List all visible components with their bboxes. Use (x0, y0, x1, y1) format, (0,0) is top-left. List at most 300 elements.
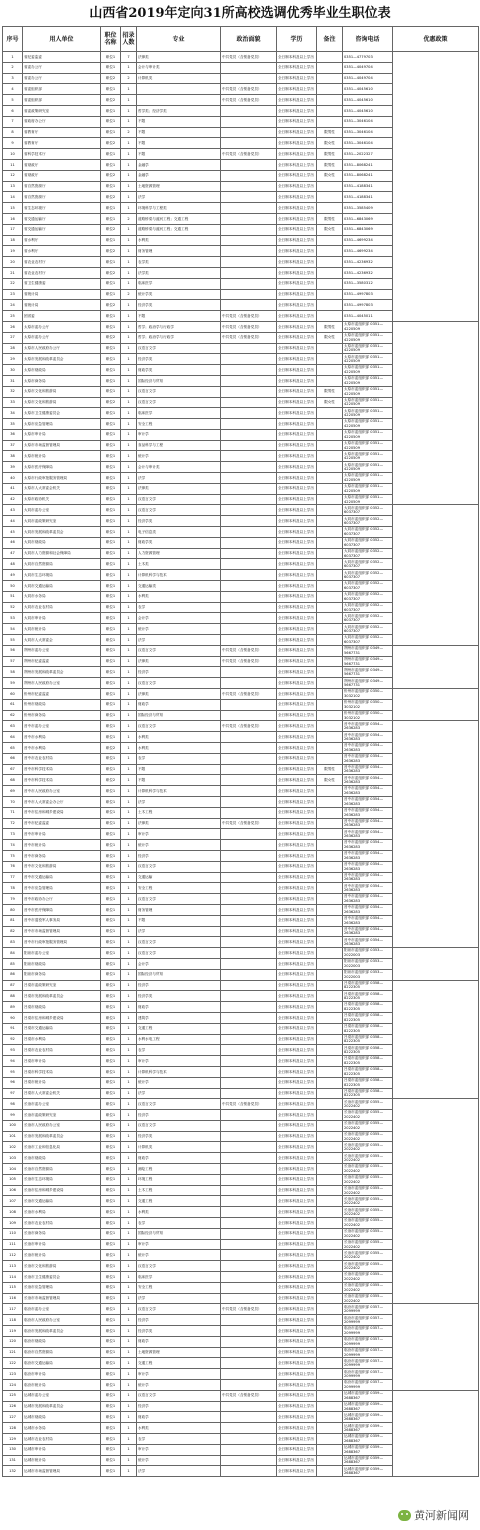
cell-education: 全日制本科及以上学历 (277, 257, 317, 268)
cell-position: 职位1 (101, 1347, 121, 1358)
cell-education: 全日制本科及以上学历 (277, 343, 317, 354)
cell-remarks (317, 181, 343, 192)
cell-major: 经济学类 (137, 1326, 221, 1337)
cell-major: 水利类 (137, 743, 221, 754)
cell-major: 财政学类 (137, 365, 221, 376)
cell-employer: 运城市发展和改革委员会 (23, 1401, 101, 1412)
cell-index: 53 (3, 613, 23, 624)
cell-quota: 1 (121, 1218, 137, 1229)
cell-political-status: 中共党员（含预备党员） (221, 645, 277, 656)
cell-phone: 长治市委组织部 0355—2022402 (343, 1239, 393, 1250)
cell-index: 66 (3, 753, 23, 764)
positions-table (2, 26, 479, 1477)
cell-quota: 1 (121, 343, 137, 354)
cell-major: 汉语言文学 (137, 861, 221, 872)
cell-remarks (317, 311, 343, 322)
cell-index: 75 (3, 850, 23, 861)
cell-index: 59 (3, 678, 23, 689)
cell-quota: 1 (121, 602, 137, 613)
cell-major: 汉语言文学 (137, 505, 221, 516)
cell-employer: 大同市发展和改革委员会 (23, 527, 101, 538)
cell-education: 全日制本科及以上学历 (277, 149, 317, 160)
cell-index: 97 (3, 1088, 23, 1099)
cell-political-status (221, 473, 277, 484)
cell-major: 交通工程 (137, 1358, 221, 1369)
cell-quota: 1 (121, 311, 137, 322)
cell-remarks (317, 203, 343, 214)
cell-political-status (221, 213, 277, 224)
cell-political-status (221, 1077, 277, 1088)
cell-quota: 1 (121, 192, 137, 203)
cell-political-status (221, 181, 277, 192)
cell-employer: 省教育厅 (23, 138, 101, 149)
cell-index: 81 (3, 915, 23, 926)
cell-education: 全日制本科及以上学历 (277, 289, 317, 300)
cell-political-status (221, 1261, 277, 1272)
cell-position: 职位2 (101, 73, 121, 84)
cell-political-status (221, 1282, 277, 1293)
cell-remarks (317, 570, 343, 581)
cell-political-status (221, 429, 277, 440)
cell-phone: 临汾市委组织部 0357—2099999 (343, 1315, 393, 1326)
cell-education: 全日制本科及以上学历 (277, 624, 317, 635)
cell-political-status (221, 1434, 277, 1445)
cell-phone: 太原市委组织部 0351—4220509 (343, 397, 393, 408)
cell-remarks (317, 408, 343, 419)
cell-quota: 1 (121, 1369, 137, 1380)
cell-position: 职位1 (101, 1045, 121, 1056)
cell-index: 35 (3, 419, 23, 430)
cell-major: 国际经济与贸易 (137, 375, 221, 386)
cell-employer: 长治市财政局 (23, 1153, 101, 1164)
cell-education: 全日制本科及以上学历 (277, 753, 317, 764)
cell-phone: 0351—8068241 (343, 170, 393, 181)
cell-employer: 运城市审计局 (23, 1444, 101, 1455)
cell-major: 临床医学 (137, 408, 221, 419)
cell-employer: 临汾市交通运输局 (23, 1358, 101, 1369)
cell-education: 全日制本科及以上学历 (277, 667, 317, 678)
cell-phone: 大同市委组织部 0352—6037307 (343, 548, 393, 559)
cell-major: 汉语言文学 (137, 397, 221, 408)
cell-quota: 1 (121, 116, 137, 127)
cell-education: 全日制本科及以上学历 (277, 1207, 317, 1218)
cell-employer: 晋中市市场监督管理局 (23, 926, 101, 937)
cell-employer: 省委组织部 (23, 95, 101, 106)
cell-education: 全日制本科及以上学历 (277, 267, 317, 278)
cell-position: 职位1 (101, 764, 121, 775)
cell-education: 全日制本科及以上学历 (277, 807, 317, 818)
cell-position: 职位2 (101, 170, 121, 181)
cell-remarks (317, 840, 343, 851)
cell-quota: 1 (121, 138, 137, 149)
cell-education: 全日制本科及以上学历 (277, 246, 317, 257)
cell-index: 31 (3, 375, 23, 386)
cell-remarks (317, 883, 343, 894)
table-row (3, 505, 479, 516)
cell-position: 职位1 (101, 1023, 121, 1034)
cell-education: 全日制本科及以上学历 (277, 537, 317, 548)
cell-political-status (221, 138, 277, 149)
cell-education: 全日制本科及以上学历 (277, 440, 317, 451)
cell-major: 统计学 (137, 624, 221, 635)
cell-remarks (317, 904, 343, 915)
cell-index: 102 (3, 1142, 23, 1153)
cell-employer: 运城市农业农村局 (23, 1434, 101, 1445)
cell-position: 职位1 (101, 1239, 121, 1250)
cell-index: 72 (3, 818, 23, 829)
cell-education: 全日制本科及以上学历 (277, 894, 317, 905)
cell-major: 审计学 (137, 1239, 221, 1250)
cell-quota: 1 (121, 1401, 137, 1412)
cell-phone: 长治市委组织部 0355—2022402 (343, 1207, 393, 1218)
cell-index: 12 (3, 170, 23, 181)
cell-quota: 1 (121, 1120, 137, 1131)
cell-quota: 1 (121, 1380, 137, 1391)
cell-phone: 0351—4045610 (343, 95, 393, 106)
cell-major: 不限 (137, 127, 221, 138)
cell-employer: 晋中市水利局 (23, 732, 101, 743)
cell-major: 土木工程 (137, 807, 221, 818)
cell-phone: 太原市委组织部 0351—4220509 (343, 462, 393, 473)
cell-major: 不限 (137, 311, 221, 322)
cell-employer: 省统计局 (23, 300, 101, 311)
cell-employer: 忻州市纪委监委 (23, 689, 101, 700)
cell-quota: 1 (121, 613, 137, 624)
cell-phone: 晋中市委组织部 0354—2636283 (343, 840, 393, 851)
cell-remarks (317, 786, 343, 797)
cell-index: 77 (3, 872, 23, 883)
cell-political-status: 中共党员（含预备党员） (221, 1390, 277, 1401)
cell-index: 73 (3, 829, 23, 840)
cell-major: 国际经济与贸易 (137, 710, 221, 721)
cell-index: 48 (3, 559, 23, 570)
cell-phone: 晋中市委组织部 0354—2636283 (343, 829, 393, 840)
cell-political-status (221, 926, 277, 937)
cell-remarks (317, 1207, 343, 1218)
cell-education: 全日制本科及以上学历 (277, 840, 317, 851)
table-row (3, 645, 479, 656)
cell-employer: 晋中市水利局 (23, 743, 101, 754)
table-row (3, 689, 479, 700)
cell-quota: 1 (121, 548, 137, 559)
cell-quota: 1 (121, 710, 137, 721)
cell-position: 职位2 (101, 332, 121, 343)
cell-phone: 临汾市委组织部 0357—2099999 (343, 1347, 393, 1358)
cell-major: 汉语言文学 (137, 1390, 221, 1401)
cell-major: 水利类 (137, 235, 221, 246)
cell-quota: 1 (121, 235, 137, 246)
cell-employer: 省交通运输厅 (23, 213, 101, 224)
cell-index: 6 (3, 105, 23, 116)
cell-education: 全日制本科及以上学历 (277, 1390, 317, 1401)
cell-phone: 长治市委组织部 0355—2022402 (343, 1185, 393, 1196)
cell-phone: 大同市委组织部 0352—6037307 (343, 602, 393, 613)
cell-position: 职位1 (101, 667, 121, 678)
cell-education: 全日制本科及以上学历 (277, 1261, 317, 1272)
cell-position: 职位1 (101, 1444, 121, 1455)
cell-education: 全日制本科及以上学历 (277, 818, 317, 829)
cell-index: 54 (3, 624, 23, 635)
cell-political-status (221, 1239, 277, 1250)
cell-education: 全日制本科及以上学历 (277, 354, 317, 365)
cell-political-status (221, 1088, 277, 1099)
cell-remarks: 限男性 (317, 127, 343, 138)
cell-employer: 省委办公厅 (23, 62, 101, 73)
cell-quota: 1 (121, 1444, 137, 1455)
cell-quota: 1 (121, 1347, 137, 1358)
cell-remarks (317, 343, 343, 354)
cell-phone: 太原市委组织部 0351—4220509 (343, 483, 393, 494)
cell-education: 全日制本科及以上学历 (277, 1077, 317, 1088)
cell-policy (393, 505, 479, 645)
cell-political-status: 中共党员（含预备党员） (221, 95, 277, 106)
cell-employer: 吕梁市科学技术局 (23, 1066, 101, 1077)
cell-political-status (221, 958, 277, 969)
cell-remarks (317, 429, 343, 440)
cell-position: 职位1 (101, 570, 121, 581)
cell-phone: 0351—4045610 (343, 105, 393, 116)
cell-employer: 晋中市科学技术局 (23, 775, 101, 786)
cell-employer: 吕梁市交通运输局 (23, 1023, 101, 1034)
cell-employer: 省委办公厅 (23, 73, 101, 84)
cell-political-status (221, 743, 277, 754)
cell-index: 127 (3, 1412, 23, 1423)
cell-political-status (221, 796, 277, 807)
cell-major: 法学 (137, 1293, 221, 1304)
cell-index: 32 (3, 386, 23, 397)
cell-education: 全日制本科及以上学历 (277, 581, 317, 592)
cell-index: 68 (3, 775, 23, 786)
cell-phone: 临汾市委组织部 0357—2099999 (343, 1336, 393, 1347)
header-employer: 用人单位 (23, 27, 101, 52)
cell-remarks: 限女性 (317, 138, 343, 149)
cell-major: 交通运输 (137, 872, 221, 883)
cell-education: 全日制本科及以上学历 (277, 365, 317, 376)
cell-remarks (317, 278, 343, 289)
cell-employer: 太原市审计局 (23, 429, 101, 440)
cell-phone: 0351—3585409 (343, 203, 393, 214)
cell-employer: 晋中市医疗保障局 (23, 904, 101, 915)
cell-quota: 1 (121, 537, 137, 548)
cell-index: 15 (3, 203, 23, 214)
cell-employer: 吕梁市人大常委会机关 (23, 1088, 101, 1099)
cell-political-status (221, 1336, 277, 1347)
cell-remarks (317, 1347, 343, 1358)
cell-remarks (317, 1250, 343, 1261)
cell-major: 国际经济与贸易 (137, 969, 221, 980)
cell-remarks (317, 1153, 343, 1164)
cell-remarks (317, 969, 343, 980)
cell-political-status (221, 1412, 277, 1423)
cell-employer: 临汾市发展和改革委员会 (23, 1326, 101, 1337)
cell-political-status (221, 710, 277, 721)
cell-index: 120 (3, 1336, 23, 1347)
cell-quota: 2 (121, 213, 137, 224)
cell-education: 全日制本科及以上学历 (277, 1326, 317, 1337)
cell-index: 45 (3, 527, 23, 538)
cell-employer: 大同市委办公室 (23, 505, 101, 516)
cell-index: 124 (3, 1380, 23, 1391)
cell-major: 不限 (137, 138, 221, 149)
cell-remarks: 限女性 (317, 332, 343, 343)
cell-major: 会计学 (137, 613, 221, 624)
cell-employer: 忻州市商务局 (23, 710, 101, 721)
cell-major: 农学 (137, 602, 221, 613)
source-watermark (395, 1506, 472, 1524)
cell-remarks (317, 991, 343, 1002)
cell-phone: 晋中市委组织部 0354—2636283 (343, 818, 393, 829)
cell-employer: 省纪委监委 (23, 52, 101, 63)
cell-employer: 运城市财政局 (23, 1412, 101, 1423)
cell-remarks (317, 451, 343, 462)
cell-remarks: 限女性 (317, 775, 343, 786)
cell-quota: 1 (121, 505, 137, 516)
cell-quota: 1 (121, 408, 137, 419)
cell-major: 经济学类 (137, 991, 221, 1002)
cell-remarks: 限男性 (317, 159, 343, 170)
cell-remarks (317, 699, 343, 710)
cell-political-status (221, 850, 277, 861)
cell-position: 职位1 (101, 613, 121, 624)
cell-quota: 1 (121, 958, 137, 969)
cell-major: 不限 (137, 775, 221, 786)
cell-education: 全日制本科及以上学历 (277, 1088, 317, 1099)
page-title: 山西省2019年定向31所高校选调优秀毕业生职位表 (89, 6, 391, 21)
cell-remarks (317, 1034, 343, 1045)
cell-remarks (317, 559, 343, 570)
cell-education: 全日制本科及以上学历 (277, 710, 317, 721)
cell-phone: 0351—6843069 (343, 213, 393, 224)
cell-remarks (317, 796, 343, 807)
cell-remarks (317, 73, 343, 84)
cell-quota: 1 (121, 699, 137, 710)
cell-remarks: 限男性 (317, 764, 343, 775)
cell-phone: 太原市委组织部 0351—4220509 (343, 494, 393, 505)
cell-education: 全日制本科及以上学历 (277, 213, 317, 224)
cell-phone: 临汾市委组织部 0357—2099999 (343, 1304, 393, 1315)
cell-quota: 1 (121, 840, 137, 851)
cell-quota: 1 (121, 451, 137, 462)
cell-quota: 1 (121, 1423, 137, 1434)
cell-index: 105 (3, 1174, 23, 1185)
cell-political-status: 中共党员（含预备党员） (221, 1304, 277, 1315)
header-education: 学历 (277, 27, 317, 52)
cell-quota: 1 (121, 904, 137, 915)
cell-index: 34 (3, 408, 23, 419)
cell-employer: 太原市委办公厅 (23, 332, 101, 343)
cell-position: 职位1 (101, 1228, 121, 1239)
cell-quota: 1 (121, 1326, 137, 1337)
cell-major: 人力资源管理 (137, 548, 221, 559)
cell-employer: 太原市商务局 (23, 375, 101, 386)
cell-quota: 1 (121, 462, 137, 473)
cell-major: 财务管理 (137, 904, 221, 915)
cell-employer: 长治市农业农村局 (23, 1218, 101, 1229)
cell-quota: 1 (121, 1012, 137, 1023)
cell-phone: 0351—3046104 (343, 138, 393, 149)
cell-remarks (317, 710, 343, 721)
cell-position: 职位1 (101, 213, 121, 224)
cell-political-status (221, 1164, 277, 1175)
cell-position: 职位1 (101, 1110, 121, 1121)
cell-employer: 临汾市统计局 (23, 1380, 101, 1391)
cell-employer: 团省委 (23, 311, 101, 322)
cell-phone: 0351—4699234 (343, 235, 393, 246)
cell-position: 职位1 (101, 796, 121, 807)
cell-policy (393, 948, 479, 980)
cell-position: 职位1 (101, 375, 121, 386)
cell-political-status (221, 354, 277, 365)
cell-remarks (317, 656, 343, 667)
cell-major: 土木工程 (137, 1185, 221, 1196)
cell-education: 全日制本科及以上学历 (277, 192, 317, 203)
cell-political-status (221, 1272, 277, 1283)
cell-political-status (221, 1380, 277, 1391)
cell-quota: 1 (121, 1142, 137, 1153)
cell-political-status (221, 559, 277, 570)
cell-phone: 晋中市委组织部 0354—2636283 (343, 721, 393, 732)
cell-phone: 晋中市委组织部 0354—2636283 (343, 786, 393, 797)
cell-phone: 太原市委组织部 0351—4220509 (343, 451, 393, 462)
cell-quota: 1 (121, 786, 137, 797)
cell-remarks (317, 1196, 343, 1207)
cell-education: 全日制本科及以上学历 (277, 1153, 317, 1164)
cell-quota: 1 (121, 332, 137, 343)
cell-major: 审计学 (137, 1369, 221, 1380)
cell-remarks (317, 624, 343, 635)
cell-major: 金融学 (137, 170, 221, 181)
cell-remarks (317, 753, 343, 764)
cell-quota: 1 (121, 1455, 137, 1466)
cell-employer: 长治市应急管理局 (23, 1282, 101, 1293)
cell-political-status: 中共党员（含预备党员） (221, 332, 277, 343)
cell-political-status (221, 613, 277, 624)
cell-quota: 1 (121, 159, 137, 170)
cell-quota: 1 (121, 1207, 137, 1218)
cell-index: 126 (3, 1401, 23, 1412)
cell-quota: 1 (121, 321, 137, 332)
cell-employer: 省教育厅 (23, 127, 101, 138)
cell-position: 职位1 (101, 1358, 121, 1369)
cell-index: 44 (3, 516, 23, 527)
cell-employer: 晋中市农业农村局 (23, 753, 101, 764)
cell-position: 职位1 (101, 1012, 121, 1023)
cell-employer: 长治市工业和信息化局 (23, 1142, 101, 1153)
cell-employer: 运城市市场监督管理局 (23, 1466, 101, 1477)
cell-remarks: 限女性 (317, 397, 343, 408)
header-phone: 咨询电话 (343, 27, 393, 52)
cell-quota: 1 (121, 764, 137, 775)
cell-phone: 长治市委组织部 0355—2022402 (343, 1282, 393, 1293)
cell-quota: 1 (121, 278, 137, 289)
cell-position: 职位1 (101, 354, 121, 365)
cell-index: 1 (3, 52, 23, 63)
cell-index: 87 (3, 980, 23, 991)
cell-education: 全日制本科及以上学历 (277, 235, 317, 246)
cell-major: 环境工程 (137, 1174, 221, 1185)
cell-education: 全日制本科及以上学历 (277, 278, 317, 289)
cell-education: 全日制本科及以上学历 (277, 483, 317, 494)
cell-position: 职位1 (101, 505, 121, 516)
wechat-icon (398, 1510, 411, 1521)
cell-education: 全日制本科及以上学历 (277, 937, 317, 948)
cell-education: 全日制本科及以上学历 (277, 883, 317, 894)
cell-political-status: 中共党员（含预备党员） (221, 311, 277, 322)
cell-quota: 1 (121, 829, 137, 840)
cell-major: 建筑学 (137, 1012, 221, 1023)
cell-major: 统计学 (137, 1455, 221, 1466)
cell-employer: 阳泉市委办公室 (23, 948, 101, 959)
